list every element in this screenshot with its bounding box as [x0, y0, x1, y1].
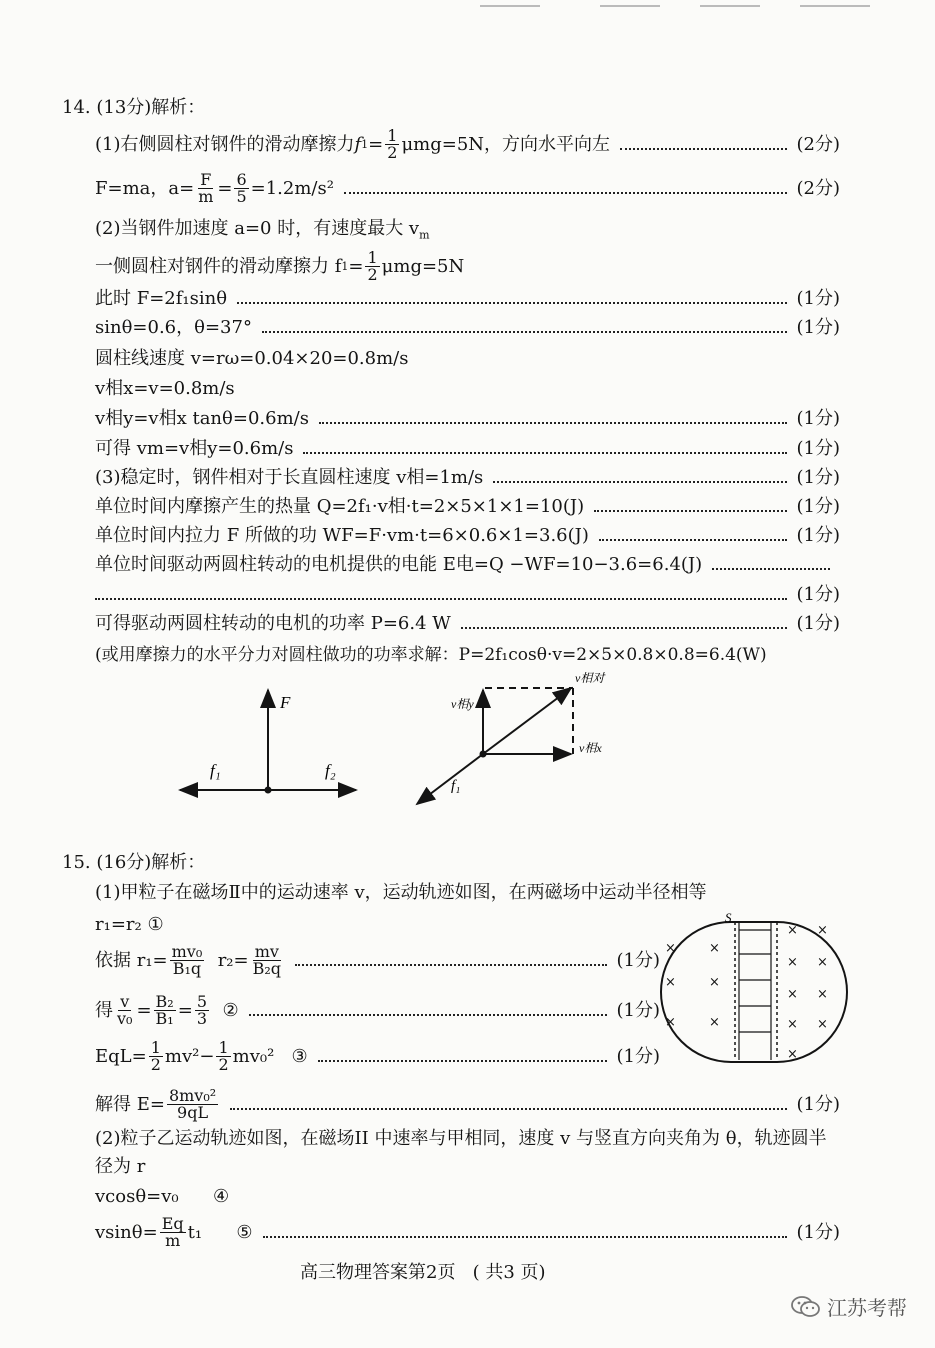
q15-l6-f-num: 8mv₀²: [168, 1086, 217, 1105]
q14-l14-text: 单位时间驱动两圆柱转动的电机提供的电能 E电=Q −WF=10−3.6=6.4(J): [95, 554, 703, 575]
q14-l4-eq: =: [348, 255, 364, 277]
q14-l10-score: (1分): [796, 438, 840, 459]
magnetic-field-diagram: [655, 908, 855, 1068]
svg-text:×: ×: [665, 1015, 676, 1030]
q14-l2-fraction-2: [234, 172, 248, 205]
q14-line-3: [95, 218, 430, 247]
svg-text:×: ×: [817, 955, 828, 970]
q15-l4-f1-num: v: [120, 992, 130, 1011]
q14-line-4: [95, 250, 464, 283]
leader-dots: [712, 568, 830, 570]
field-crosses: [665, 923, 828, 1062]
q14-line-14b: [95, 584, 840, 606]
leader-dots: [262, 331, 787, 333]
q14-l5-score: (1分): [796, 288, 840, 309]
q15-line-3: [95, 944, 660, 977]
q14-l2-post: =1.2m/s²: [250, 177, 334, 199]
q15-l3-score: (1分): [616, 949, 660, 971]
q14-l12-score: (1分): [796, 496, 840, 517]
q14-l10-text: 可得 vm=v相y=0.6m/s: [95, 438, 294, 459]
force-diagram: [170, 680, 370, 810]
q15-line-2: r₁=r₂ ①: [95, 914, 164, 935]
svg-text:×: ×: [817, 1017, 828, 1032]
leader-dots: [344, 192, 787, 194]
q14-l1-frac-num: 1: [387, 126, 398, 145]
q15-line-7: (2)粒子乙运动轨迹如图，在磁场II 中速率与甲相同，速度 v 与竖直方向夹角为 θ，轨迹圆半: [95, 1128, 827, 1149]
q15-l5-post: mv₀² ③: [232, 1045, 308, 1067]
q15-line-5: [95, 1040, 660, 1073]
q14-line-15: [95, 613, 840, 635]
leader-dots: [620, 148, 786, 150]
q14-line-7: 圆柱线速度 v=rω=0.04×20=0.8m/s: [95, 348, 409, 369]
q15-l3-mid: r₂=: [206, 949, 249, 971]
label-v-rely: v相y: [451, 697, 474, 711]
q14-l12-text: 单位时间内摩擦产生的热量 Q=2f₁·v相·t=2×5×1×1=10(J): [95, 496, 585, 517]
q15-l4-score: (1分): [616, 999, 660, 1021]
q15-l4-pre: 得: [95, 999, 113, 1021]
leader-dots: [95, 598, 787, 600]
q15-line-4: [95, 994, 660, 1027]
svg-text:×: ×: [665, 941, 676, 956]
q15-l5-fraction-1: [149, 1040, 163, 1073]
q14-l5-text: 此时 F=2f₁sinθ: [95, 288, 228, 309]
q14-l4-pre: 一侧圆柱对钢件的滑动摩擦力 f: [95, 255, 342, 277]
strip-rungs: [739, 930, 771, 1032]
svg-text:×: ×: [787, 1017, 798, 1032]
svg-text:×: ×: [817, 923, 828, 938]
origin-dot: [480, 751, 487, 758]
q15-l5-fraction-2: [216, 1040, 230, 1073]
leader-dots: [461, 627, 787, 629]
q15-l5-f2-den: 2: [218, 1055, 229, 1074]
q15-line-1: (1)甲粒子在磁场Ⅱ中的运动速率 v，运动轨迹如图，在两磁场中运动半径相等: [95, 882, 707, 903]
q15-l3-f1-num: mv₀: [171, 942, 203, 961]
wechat-icon: [791, 1295, 821, 1319]
q14-l13-score: (1分): [796, 525, 840, 546]
q14-line-12: [95, 496, 840, 518]
leader-dots: [303, 452, 786, 454]
q15-l3-f2-num: mv: [254, 942, 279, 961]
q14-l3-text: (2)当钢件加速度 a=0 时，有速度最大 v: [95, 218, 420, 239]
label-f1: f₁: [451, 778, 461, 794]
svg-text:×: ×: [787, 987, 798, 1002]
q15-l4-f1-den: v₀: [117, 1009, 133, 1028]
q15-l5-f1-num: 1: [150, 1038, 161, 1057]
svg-text:×: ×: [787, 1047, 798, 1062]
leader-dots: [230, 1108, 786, 1110]
q15-l5-f1-den: 2: [150, 1055, 161, 1074]
q14-l14-score: (1分): [796, 584, 840, 605]
q14-l3-sub: m: [419, 228, 430, 242]
svg-text:×: ×: [787, 923, 798, 938]
q14-line-10: [95, 438, 840, 460]
q15-l4-f3-num: 5: [196, 992, 207, 1011]
q14-l4-post: μmg=5N: [381, 255, 465, 277]
q14-l2-mid: =: [217, 177, 233, 199]
q14-l6-text: sinθ=0.6，θ=37°: [95, 317, 252, 338]
q15-l5-f2-num: 1: [218, 1038, 229, 1057]
q15-l3-f1-den: B₁q: [172, 959, 202, 978]
q15-line-6: [95, 1088, 840, 1121]
q15-l4-fraction-3: [195, 994, 209, 1027]
q14-l1-f: f: [354, 133, 362, 155]
q14-line-11: [95, 467, 840, 489]
q14-l2-frac2-den: 5: [236, 187, 247, 206]
svg-text:×: ×: [665, 975, 676, 990]
q14-l4-frac-den: 2: [367, 265, 378, 284]
svg-text:×: ×: [787, 955, 798, 970]
q15-l4-eq1: =: [136, 999, 152, 1021]
label-f2: f₂: [325, 761, 336, 780]
leader-dots: [493, 481, 786, 483]
q14-l11-text: (3)稳定时，钢件相对于长直圆柱速度 v相=1m/s: [95, 467, 484, 488]
q14-l4-frac-num: 1: [367, 248, 378, 267]
q14-line-14: [95, 554, 840, 576]
leader-dots: [599, 539, 787, 541]
q14-l11-score: (1分): [796, 467, 840, 488]
q14-l1-pre: (1)右侧圆柱对钢件的滑动摩擦力: [95, 133, 355, 155]
label-v-relx: v相x: [579, 741, 602, 755]
q14-line-6: [95, 317, 840, 339]
q14-l9-text: v相y=v相x tanθ=0.6m/s: [95, 408, 309, 429]
q15-l3-pre: 依据 r₁=: [95, 949, 168, 971]
q15-l3-f2-den: B₂q: [252, 959, 282, 978]
q15-l6-fraction: [167, 1088, 218, 1121]
watermark: [791, 1292, 907, 1321]
q14-l13-text: 单位时间内拉力 F 所做的功 WF=F·vm·t=6×0.6×1=3.6(J): [95, 525, 589, 546]
q14-l2-frac1-num: F: [200, 170, 212, 189]
leader-dots: [263, 1236, 787, 1238]
q14-l2-text: F=ma，a=: [95, 177, 195, 199]
q15-l10-post: t₁ ⑤: [187, 1221, 253, 1243]
f1-arrow: [417, 754, 483, 804]
q14-l15-score: (1分): [796, 613, 840, 634]
q14-l6-score: (1分): [796, 317, 840, 338]
q14-line-5: [95, 288, 840, 310]
q15-line-9: vcosθ=v₀ ④: [95, 1186, 230, 1207]
q15-l6-score: (1分): [796, 1093, 840, 1115]
q14-l2-frac2-num: 6: [236, 170, 247, 189]
q14-l1-post: μmg=5N，方向水平向左: [401, 133, 611, 155]
svg-text:×: ×: [709, 975, 720, 990]
q15-line-10: [95, 1216, 840, 1249]
label-f1: f₁: [210, 761, 221, 780]
q15-l4-fraction-2: [154, 994, 176, 1027]
q14-l4-sub: 1: [341, 259, 349, 273]
leader-dots: [319, 422, 787, 424]
q15-l4-eq2: =: [177, 999, 193, 1021]
q14-l2-frac1-den: m: [198, 187, 214, 206]
leader-dots: [295, 964, 606, 966]
origin-dot: [265, 787, 272, 794]
watermark-text: 江苏考帮: [827, 1296, 907, 1320]
q14-l1-sub: 1: [361, 137, 369, 151]
q15-l4-mark: ②: [211, 999, 239, 1021]
q14-l1-score: (2分): [796, 133, 840, 155]
q15-l10-score: (1分): [796, 1221, 840, 1243]
q15-header: 15. (16分)解析：: [62, 852, 206, 873]
q14-line-13: [95, 525, 840, 547]
q15-l4-f3-den: 3: [196, 1009, 207, 1028]
leader-dots: [237, 302, 786, 304]
q15-l4-fraction-1: [115, 994, 134, 1027]
q15-l4-f2-den: B₁: [155, 1009, 174, 1028]
q14-l15-text: 可得驱动两圆柱转动的电机的功率 P=6.4 W: [95, 613, 451, 634]
q15-l4-f2-num: B₂: [155, 992, 174, 1011]
label-v-rel: v相对: [575, 671, 605, 685]
svg-text:×: ×: [709, 1015, 720, 1030]
q14-l4-fraction: [365, 250, 379, 283]
q14-l1-frac-den: 2: [387, 143, 398, 162]
q14-l2-fraction-1: [196, 172, 215, 205]
q14-line-1: [95, 128, 840, 161]
svg-text:×: ×: [817, 987, 828, 1002]
q15-l6-pre: 解得 E=: [95, 1093, 165, 1115]
leader-dots: [594, 510, 786, 512]
q14-l9-score: (1分): [796, 408, 840, 429]
q15-l6-f-den: 9qL: [177, 1103, 209, 1122]
v-rel-arrow: [483, 688, 571, 754]
q15-l10-f-den: m: [165, 1231, 181, 1250]
q15-l10-pre: vsinθ=: [95, 1221, 158, 1243]
label-S: S: [725, 910, 732, 925]
q14-line-2: [95, 172, 840, 205]
q15-l5-score: (1分): [616, 1045, 660, 1067]
q14-line-8: v相x=v=0.8m/s: [95, 378, 235, 399]
page-footer: 高三物理答案第2页 ( 共3 页): [300, 1262, 546, 1283]
leader-dots: [318, 1060, 607, 1062]
q15-l3-fraction-2: [251, 944, 283, 977]
q15-l10-fraction: [160, 1216, 186, 1249]
q15-l10-f-num: Eq: [161, 1214, 184, 1233]
q14-line-9: [95, 408, 840, 430]
q15-l3-fraction-1: [170, 944, 205, 977]
q15-l5-mid: mv²−: [164, 1045, 215, 1067]
q15-l5-pre: EqL=: [95, 1045, 147, 1067]
q14-header: 14. (13分)解析：: [62, 97, 206, 118]
q14-line-16: (或用摩擦力的水平分力对圆柱做功的功率求解：P=2f₁cosθ·v=2×5×0.8×0.8=6.4(W): [95, 645, 767, 665]
leader-dots: [249, 1014, 607, 1016]
q15-line-8: 径为 r: [95, 1156, 146, 1177]
svg-text:×: ×: [709, 941, 720, 956]
label-F: F: [280, 693, 291, 712]
q14-l1-eq: =: [368, 133, 384, 155]
velocity-diagram: [405, 668, 635, 813]
top-edge-marks: [0, 0, 935, 20]
q14-l1-fraction: [385, 128, 399, 161]
q14-l2-score: (2分): [796, 177, 840, 199]
